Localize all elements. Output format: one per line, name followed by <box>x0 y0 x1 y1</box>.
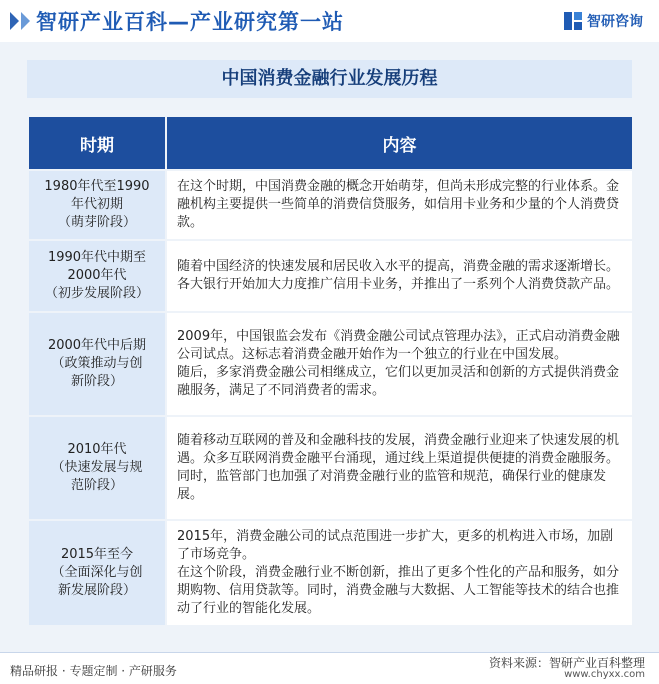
period-line: 2010年代 <box>67 442 127 457</box>
footer-services: 精品研报 · 专题定制 · 产研服务 <box>10 664 177 678</box>
table-row <box>28 520 633 626</box>
table-row <box>28 240 633 312</box>
content-paragraph: 同时，监管部门也加强了对消费金融行业的监管和规范，确保行业的健康发展。 <box>177 469 607 502</box>
period-line: （初步发展阶段） <box>44 286 149 301</box>
table-row <box>28 416 633 520</box>
content-cell <box>166 312 633 416</box>
content-cell <box>166 240 633 312</box>
period-line: （萌芽阶段） <box>57 215 136 230</box>
content-paragraph: 2009年，中国银监会发布《消费金融公司试点管理办法》，正式启动消费金融公司试点。这标志着消费金融开始作为一个独立的行业在中国发展。 <box>177 329 620 362</box>
table-header-row <box>28 116 633 170</box>
chevron-right-icon <box>10 12 19 30</box>
footer-url: www.chyxx.com <box>564 669 645 680</box>
content-paragraph: 随着移动互联网的普及和金融科技的发展，消费金融行业迎来了快速发展的机遇。众多互联网消费金融平台涌现，通过线上渠道提供便捷的消费金融服务。 <box>177 433 620 466</box>
period-line: 范阶段） <box>70 478 123 493</box>
table-row <box>28 312 633 416</box>
brand <box>564 11 643 31</box>
period-line: 2015年至今 <box>60 547 134 562</box>
content-paragraph: 在这个时期，中国消费金融的概念开始萌芽，但尚未形成完整的行业体系。金融机构主要提供一些简单的消费信贷服务，如信用卡业务和少量的个人消费贷款。 <box>177 179 620 230</box>
footer <box>0 652 659 684</box>
brand-logo-icon <box>564 12 582 30</box>
table-row <box>28 170 633 240</box>
period-cell <box>28 312 166 416</box>
period-line: 2000年代中后期 <box>47 338 147 353</box>
history-table <box>27 115 634 627</box>
content-cell <box>166 416 633 520</box>
content-paragraph: 随后，多家消费金融公司相继成立，它们以更加灵活和创新的方式提供消费金融服务，满足了不同消费者的需求。 <box>177 365 620 398</box>
page-title: 中国消费金融行业发展历程 <box>27 60 632 98</box>
period-cell <box>28 520 166 626</box>
period-line: （政策推动与创 <box>51 356 143 371</box>
column-header-period: 时期 <box>28 116 166 170</box>
period-cell <box>28 170 166 240</box>
period-line: 1980年代至1990 <box>44 179 150 194</box>
top-header <box>0 0 659 42</box>
content-paragraph: 在这个阶段，消费金融行业不断创新，推出了更多个性化的产品和服务，如分期购物、信用贷款等。同时，消费金融与大数据、人工智能等技术的结合也推动了行业的智能化发展。 <box>177 565 620 616</box>
period-line: 新阶段） <box>70 374 123 389</box>
content-paragraph: 随着中国经济的快速发展和居民收入水平的提高，消费金融的需求逐渐增长。各大银行开始加大力度推广信用卡业务，并推出了一系列个人消费贷款产品。 <box>177 259 620 292</box>
period-line: 新发展阶段） <box>57 583 136 598</box>
period-line: 2000年代 <box>67 268 127 283</box>
period-line: 1990年代中期至 <box>47 250 147 265</box>
site-title: 智研产业百科—产业研究第一站 <box>36 10 344 34</box>
period-cell <box>28 240 166 312</box>
period-line: （全面深化与创 <box>51 565 143 580</box>
period-cell <box>28 416 166 520</box>
content-cell <box>166 170 633 240</box>
column-header-content: 内容 <box>166 116 633 170</box>
content-paragraph: 2015年，消费金融公司的试点范围进一步扩大，更多的机构进入市场，加剧了市场竞争。 <box>177 529 614 562</box>
chevron-right-icon <box>21 12 30 30</box>
content-cell <box>166 520 633 626</box>
source-note: 资料来源：智研产业百科整理 <box>488 656 645 670</box>
brand-name: 智研咨询 <box>587 14 643 30</box>
period-line: 年代初期 <box>70 197 123 212</box>
period-line: （快速发展与规 <box>51 460 143 475</box>
